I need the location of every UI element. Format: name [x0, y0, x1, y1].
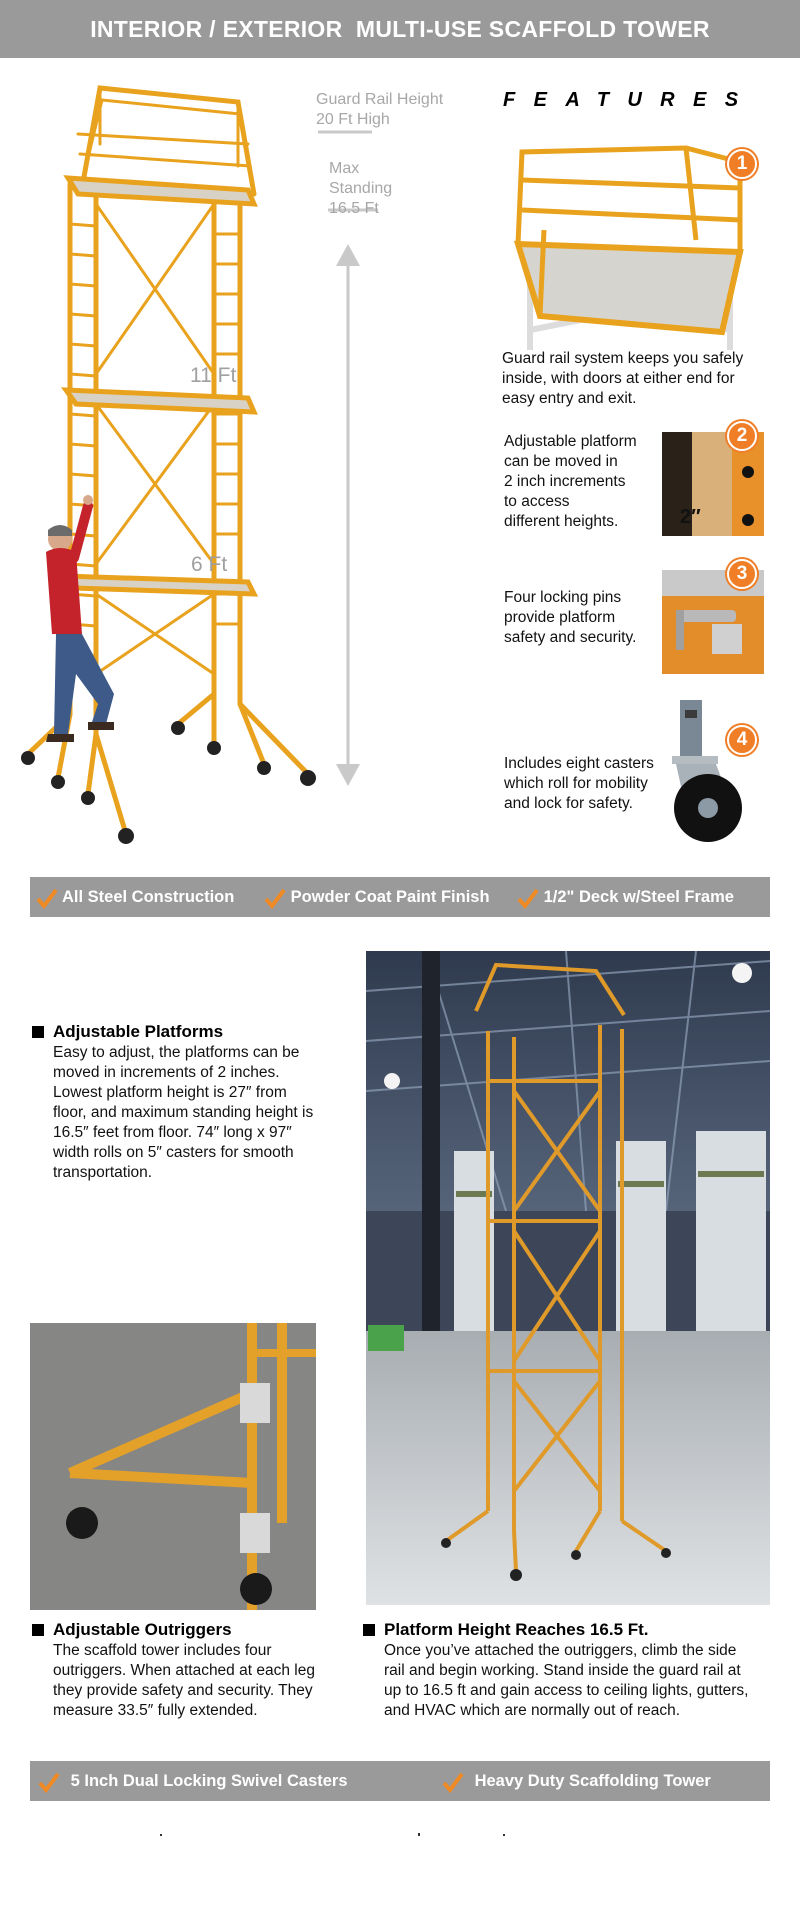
bullet-square — [32, 1026, 44, 1038]
text-line: transportation. — [53, 1164, 153, 1181]
feature-3-line: provide platform — [504, 609, 616, 626]
bullet-square — [363, 1624, 375, 1636]
platform-height-title: Platform Height Reaches 16.5 Ft. — [384, 1620, 649, 1639]
check-icon — [517, 887, 539, 909]
guard-rail-line2: 20 Ft High — [316, 111, 390, 128]
feature-badge-1: 1 — [727, 149, 757, 179]
banner-item-label: All Steel Construction — [61, 888, 235, 906]
guard-rail-line1: Guard Rail Height — [316, 91, 444, 108]
text-line: moved in increments of 2 inches. — [53, 1064, 280, 1081]
stray-mark — [160, 1834, 162, 1836]
adjustable-outriggers-text — [53, 1641, 353, 1721]
feature-4-text — [504, 754, 674, 814]
outriggers-photo — [30, 1323, 316, 1610]
features-heading: FEATURES — [503, 89, 757, 111]
feature-2-line: can be moved in — [504, 453, 618, 470]
text-line: 16.5″ feet from floor. 74″ long x 97″ — [53, 1124, 292, 1141]
adjustable-platforms-title: Adjustable Platforms — [53, 1022, 224, 1041]
adjustable-outriggers-title: Adjustable Outriggers — [53, 1620, 232, 1639]
caster-photo — [668, 700, 748, 842]
feature-3-line: Four locking pins — [504, 589, 622, 606]
check-icon — [38, 1771, 60, 1793]
feature-2-line: different heights. — [504, 513, 619, 530]
text-line: measure 33.5″ fully extended. — [53, 1702, 258, 1719]
level-6ft-label: 6 Ft — [191, 553, 228, 576]
check-icon — [264, 887, 286, 909]
bullet-square — [32, 1624, 44, 1636]
guard-rail-photo — [500, 140, 762, 350]
feature-2-line: to access — [504, 493, 570, 510]
text-line: Lowest platform height is 27″ from — [53, 1084, 287, 1101]
feature-3-text — [504, 588, 654, 648]
adjustable-platforms-text — [53, 1043, 353, 1183]
max-standing-label — [329, 159, 392, 219]
page-title: INTERIOR / EXTERIOR MULTI-USE SCAFFOLD TOWER — [90, 16, 710, 42]
two-inch-label: 2″ — [680, 506, 701, 528]
feature-1-line: easy entry and exit. — [502, 390, 637, 407]
feature-2-line: Adjustable platform — [504, 433, 637, 450]
banner-item-label: Powder Coat Paint Finish — [290, 888, 490, 906]
text-line: they provide safety and security. They — [53, 1682, 313, 1699]
max-line3: 16.5 Ft — [329, 200, 379, 217]
check-icon — [442, 1771, 464, 1793]
feature-2-text — [504, 432, 654, 532]
banner-item-steel — [36, 886, 234, 909]
warehouse-scaffold-photo — [366, 951, 770, 1605]
feature-3-line: safety and security. — [504, 629, 637, 646]
text-line: width rolls on 5″ casters for smooth — [53, 1144, 294, 1161]
max-line1: Max — [329, 160, 360, 177]
stray-mark — [418, 1833, 420, 1836]
feature-1-line: inside, with doors at either end for — [502, 370, 735, 387]
feature-1-line: Guard rail system keeps you safely — [502, 350, 744, 367]
feature-4-line: Includes eight casters — [504, 755, 654, 772]
feature-1-text — [502, 349, 782, 409]
text-line: Easy to adjust, the platforms can be — [53, 1044, 300, 1061]
banner-item-label: 1/2" Deck w/Steel Frame — [543, 888, 734, 906]
banner-item-powder — [264, 886, 490, 909]
level-11ft-label: 11 Ft — [190, 364, 237, 387]
feature-badge-2: 2 — [727, 421, 757, 451]
text-line: outriggers. When attached at each leg — [53, 1662, 315, 1679]
platform-height-text — [384, 1641, 784, 1721]
guard-rail-height-label — [316, 90, 443, 130]
text-line: up to 16.5 ft and gain access to ceiling lights, gutters, — [384, 1682, 749, 1699]
text-line: The scaffold tower includes four — [53, 1642, 272, 1659]
banner-item-deck — [517, 886, 734, 909]
stray-mark — [503, 1834, 505, 1836]
feature-4-line: and lock for safety. — [504, 795, 633, 812]
text-line: floor, and maximum standing height is — [53, 1104, 314, 1121]
text-line: and HVAC which are normally out of reach. — [384, 1702, 681, 1719]
text-line: Once you’ve attached the outriggers, climb the side — [384, 1642, 737, 1659]
banner-item-casters — [38, 1770, 348, 1793]
banner-item-label: 5 Inch Dual Locking Swivel Casters — [70, 1772, 348, 1790]
banner-item-heavy-duty — [442, 1770, 711, 1793]
banner-item-label: Heavy Duty Scaffolding Tower — [474, 1772, 711, 1790]
feature-4-line: which roll for mobility — [504, 775, 648, 792]
feature-badge-3: 3 — [727, 559, 757, 589]
feature-badge-4: 4 — [727, 725, 757, 755]
max-line2: Standing — [329, 180, 393, 197]
feature-2-line: 2 inch increments — [504, 473, 626, 490]
text-line: rail and begin working. Stand inside the guard rail at — [384, 1662, 741, 1679]
check-icon — [36, 887, 58, 909]
